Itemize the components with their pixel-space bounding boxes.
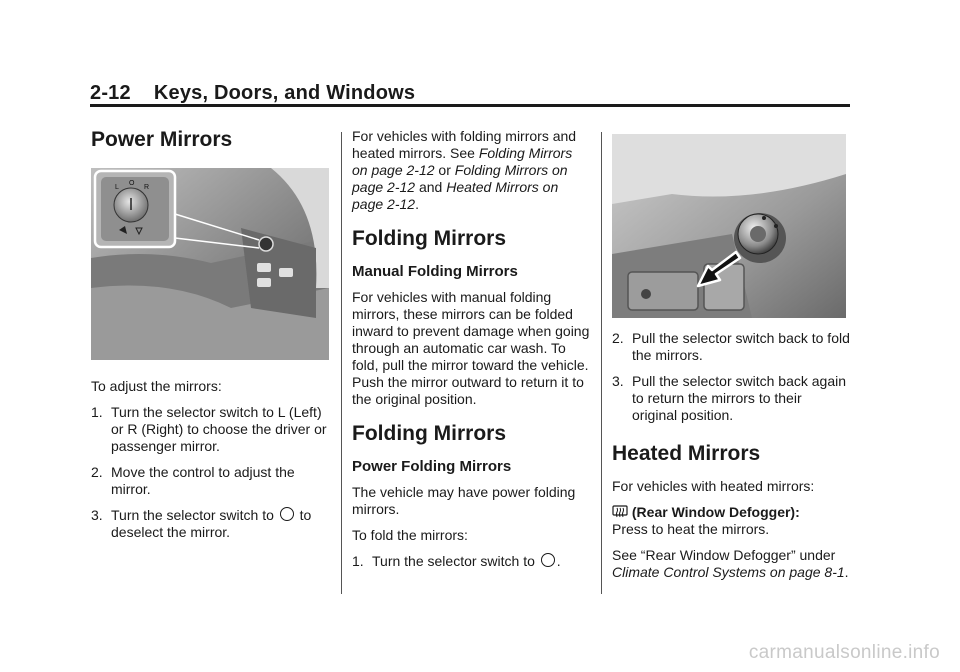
- mirror-control-photo: [91, 168, 329, 360]
- heading-folding-mirrors: Folding Mirrors: [352, 227, 506, 250]
- section-title: Keys, Doors, and Windows: [153, 82, 416, 104]
- selector-label-o: O: [129, 180, 135, 187]
- heading-power-folding: Power Folding Mirrors: [352, 458, 512, 475]
- heading-folding-mirrors-2: Folding Mirrors: [352, 422, 506, 445]
- to-fold-intro: To fold the mirrors:: [352, 527, 468, 543]
- list-item: 3. Turn the selector switch to to deselect the mirror.: [91, 507, 312, 540]
- fold-position-icon: [541, 553, 555, 567]
- heated-intro: For vehicles with heated mirrors:: [612, 478, 815, 494]
- folding-heated-intro: For vehicles with folding mirrors and heated mirrors. See Folding Mirrors on page 2-12 or Folding Mirrors on page 2-12 and Heated Mirrors on page 2-12.: [352, 128, 577, 212]
- adjust-intro: To adjust the mirrors:: [91, 378, 222, 394]
- page-number: 2-12: [90, 82, 131, 104]
- column-2: [352, 128, 590, 579]
- ref-folding-mirrors[interactable]: Folding Mirrors on page 2-12: [352, 145, 573, 178]
- column-divider-right: [601, 132, 602, 594]
- list-item: 2. Move the control to adjust the mirror.: [91, 464, 295, 497]
- heading-heated-mirrors: Heated Mirrors: [612, 442, 761, 465]
- header-title: [90, 82, 850, 105]
- selector-label-r: R: [144, 184, 150, 191]
- selector-label-l: L: [115, 184, 119, 191]
- list-item: 2. Pull the selector switch back to fold the mirrors.: [612, 330, 850, 363]
- column-3: [612, 134, 850, 590]
- defog-label: (Rear Window Defogger):: [631, 504, 800, 520]
- see-reference: See “Rear Window Defogger” under Climate Control Systems on page 8-1.: [612, 547, 849, 580]
- column-divider-left: [341, 132, 342, 594]
- off-position-icon: [280, 507, 294, 521]
- column-1: [91, 128, 331, 550]
- ref-heated-mirrors[interactable]: Heated Mirrors on page 2-12: [352, 179, 559, 212]
- list-item: 1. Turn the selector switch to .: [352, 553, 561, 569]
- ref-folding-mirrors-2[interactable]: Folding Mirrors on page 2-12: [352, 162, 568, 195]
- power-folding-text: The vehicle may have power folding mirrors.: [352, 484, 576, 517]
- heading-manual-folding: Manual Folding Mirrors: [352, 263, 518, 280]
- list-item: 1. Turn the selector switch to L (Left) or R (Right) to choose the driver or passenger mirror.: [91, 404, 327, 454]
- page-header: [90, 82, 850, 105]
- heading-power-mirrors: Power Mirrors: [91, 128, 233, 151]
- watermark: carmanualsonline.info: [748, 642, 940, 663]
- manual-folding-text: For vehicles with manual folding mirrors, these mirrors can be folded inward to prevent damage when going through an automatic car wash. To fold, pull the mirror toward the vehicle. Push the mirror outward to return it to the original position.: [352, 289, 590, 407]
- header-rule: [90, 104, 850, 107]
- ref-climate-control[interactable]: Climate Control Systems on page 8-1: [612, 564, 845, 580]
- rear-defogger-icon: [612, 505, 628, 519]
- selector-switch-photo: [612, 134, 846, 318]
- list-item: 3. Pull the selector switch back again to return the mirrors to their original position.: [612, 373, 846, 423]
- defog-description: (Rear Window Defogger): Press to heat the mirrors.: [612, 504, 800, 537]
